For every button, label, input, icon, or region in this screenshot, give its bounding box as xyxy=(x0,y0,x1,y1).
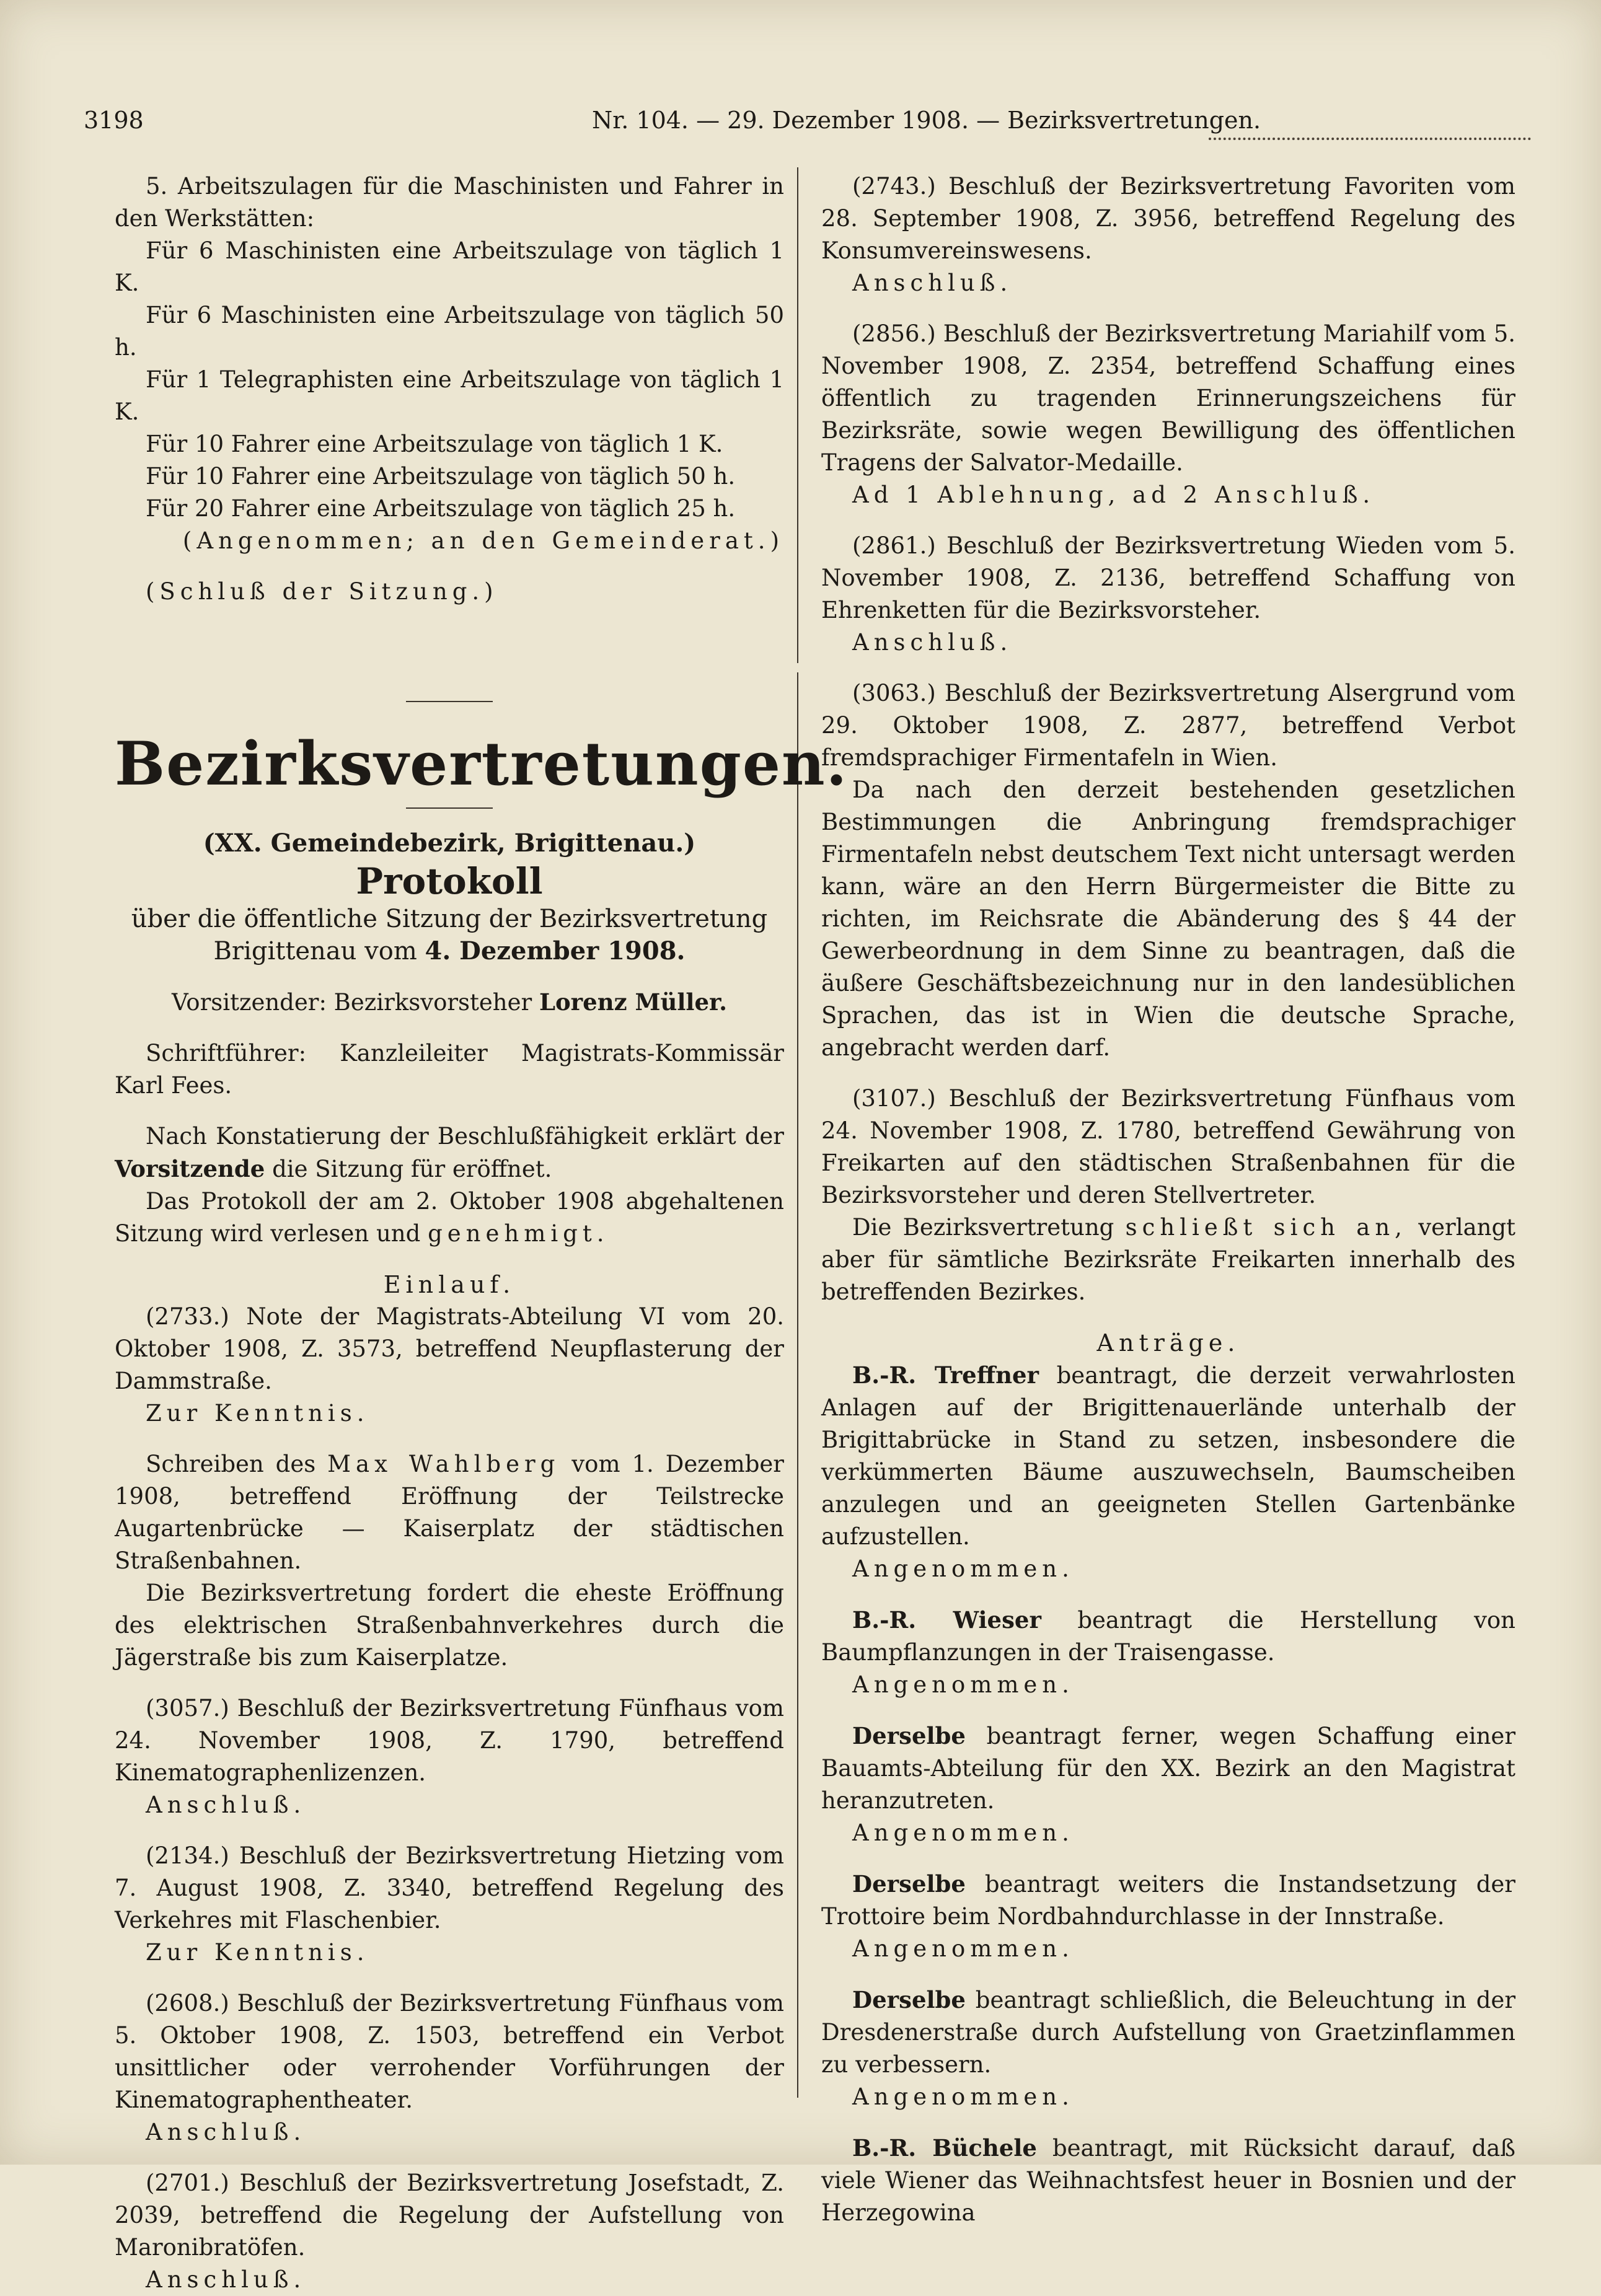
chairman-label: Vorsitzender: Bezirksvorsteher xyxy=(171,989,532,1016)
zulage-line: Für 6 Maschinisten eine Arbeitszulage von täglich 1 K. xyxy=(115,237,784,296)
letter-text-end: vom 1. Dezember 1908, betreffend Eröffnung der Teilstrecke Augartenbrücke — Kaiserplatz der städtischen Straßenbahnen. xyxy=(115,1451,784,1574)
minutes-approval xyxy=(115,1185,784,1250)
protokoll-date: 4. Dezember 1908. xyxy=(425,936,686,965)
motion-6-mover: B.-R. Büchele xyxy=(852,2134,1037,2162)
motion-1-result: Angenommen. xyxy=(852,1555,1074,1582)
motion-2 xyxy=(821,1604,1515,1669)
entry-2861-result: Anschluß. xyxy=(852,629,1013,656)
zulage-line: Für 6 Maschinisten eine Arbeitszulage von täglich 50 h. xyxy=(115,302,784,361)
motion-5-text: beantragt schließlich, die Beleuchtung in der Dresdenerstraße durch Aufstellung von Graetzinflammen zu verbessern. xyxy=(821,1987,1516,2078)
protokoll-place: Brigittenau vom xyxy=(213,937,417,965)
motion-2-mover: B.-R. Wieser xyxy=(852,1606,1041,1634)
chairman-ref: Vorsitzende xyxy=(115,1155,265,1182)
motion-3-mover: Derselbe xyxy=(852,1722,966,1749)
motion-3-text: beantragt ferner, wegen Schaffung einer Bauamts-Abteilung für den XX. Bezirk an den Magistrat heranzutreten. xyxy=(821,1723,1516,1814)
column-divider-top xyxy=(797,167,798,663)
entry-2861: (2861.) Beschluß der Bezirksvertretung Wieden vom 5. November 1908, Z. 2136, betreffend Schaffung von Ehrenketten für die Bezirksvorsteher. xyxy=(821,532,1515,623)
entry-3063-body: Da nach den derzeit bestehenden gesetzlichen Bestimmungen die Anbringung fremdsprachiger Firmentafeln nebst deutschem Text nicht untersagt werden kann, wäre an den Herrn Bürgermeister die Bitte zu richten, im Reichsrate die Abänderung des § 44 der Gewerbeordnung in dem Sinne zu beantragen, daß die äußere Geschäftsbezeichnung nur in den landesüblichen Sprachen, das ist in Wien die deutsche Sprache, angebracht werden darf. xyxy=(821,776,1515,1061)
motion-5-mover: Derselbe xyxy=(852,1986,966,2013)
left-column xyxy=(115,170,849,2296)
minutes-text: Das Protokoll der am 2. Oktober 1908 abgehaltenen Sitzung wird verlesen und xyxy=(115,1188,784,1247)
secretary-line: Schriftführer: Kanzleileiter Magistrats-Kommissär Karl Fees. xyxy=(115,1040,784,1099)
motion-3 xyxy=(821,1720,1515,1817)
entry-3107-body-end: verlangt aber für sämtliche Bezirksräte Freikarten innerhalb des betreffenden Bezirkes. xyxy=(821,1214,1516,1305)
entry-2701: (2701.) Beschluß der Bezirksvertretung Josefstadt, Z. 2039, betreffend die Regelung der Aufstellung von Maronibratöfen. xyxy=(115,2170,784,2261)
motion-6-text: beantragt, mit Rücksicht darauf, daß viele Wiener das Weihnachtsfest heuer in Bosnien und der Herzegowina xyxy=(821,2135,1515,2226)
title-underline xyxy=(406,807,493,809)
page-header xyxy=(84,99,1528,143)
section-separator xyxy=(406,701,493,702)
zulage-line: Für 20 Fahrer eine Arbeitszulage von täglich 25 h. xyxy=(146,495,736,522)
einlauf-heading: Einlauf. xyxy=(383,1271,516,1298)
motion-2-text: beantragt die Herstellung von Baumpflanzungen in der Traisengasse. xyxy=(821,1607,1515,1666)
opening-text: Nach Konstatierung der Beschlußfähigkeit erklärt der xyxy=(146,1123,784,1150)
session-closed: (Schluß der Sitzung.) xyxy=(146,578,498,605)
protokoll-line-2 xyxy=(115,935,784,967)
district-subtitle: (XX. Gemeindebezirk, Brigittenau.) xyxy=(203,829,696,858)
entry-3057: (3057.) Beschluß der Bezirksvertretung Fünfhaus vom 24. November 1908, Z. 1790, betreffend Kinematographenlizenzen. xyxy=(115,1695,784,1786)
entry-2743-result: Anschluß. xyxy=(852,270,1013,296)
chairman-line xyxy=(115,986,784,1019)
motion-4 xyxy=(821,1868,1515,1933)
entry-3107-body xyxy=(821,1212,1515,1308)
protokoll-line-1: über die öffentliche Sitzung der Bezirksvertretung xyxy=(131,905,768,933)
entry-2134: (2134.) Beschluß der Bezirksvertretung Hietzing vom 7. August 1908, Z. 3340, betreffend Regelung des Verkehres mit Flaschenbier. xyxy=(115,1842,784,1933)
motion-2-result: Angenommen. xyxy=(852,1671,1074,1698)
entry-2856-result: Ad 1 Ablehnung, ad 2 Anschluß. xyxy=(852,482,1375,508)
section-title: Bezirksvertretungen. xyxy=(115,729,849,799)
chairman-name: Lorenz Müller. xyxy=(539,988,727,1016)
entry-3107-body-emph: schließt sich an, xyxy=(1125,1214,1407,1241)
opening-text-end: die Sitzung für eröffnet. xyxy=(272,1156,552,1182)
opening-paragraph xyxy=(115,1120,784,1185)
minutes-result: genehmigt. xyxy=(428,1220,609,1247)
motion-4-text: beantragt weiters die Instandsetzung der Trottoire beim Nordbahndurchlasse in der Innstraße. xyxy=(821,1871,1515,1930)
zulage-line: Für 10 Fahrer eine Arbeitszulage von täglich 50 h. xyxy=(146,463,736,490)
letter-author: Max Wahlberg xyxy=(327,1451,560,1477)
entry-3057-result: Anschluß. xyxy=(146,1792,306,1818)
entry-3107-body-text: Die Bezirksvertretung xyxy=(852,1214,1114,1241)
motion-5 xyxy=(821,1984,1515,2081)
entry-2743: (2743.) Beschluß der Bezirksvertretung Favoriten vom 28. September 1908, Z. 3956, betreffend Regelung des Konsumvereinswesens. xyxy=(821,173,1515,264)
entry-2608: (2608.) Beschluß der Bezirksvertretung Fünfhaus vom 5. Oktober 1908, Z. 1503, betreffend ein Verbot unsittlicher oder verrohender Vorführungen der Kinematographentheater. xyxy=(115,1990,784,2113)
protokoll-title: Protokoll xyxy=(356,860,543,902)
motion-6 xyxy=(821,2132,1515,2229)
item-5-heading: 5. Arbeitszulagen für die Maschinisten und Fahrer in den Werkstätten: xyxy=(115,173,784,232)
entry-2733-result: Zur Kenntnis. xyxy=(146,1400,369,1427)
entry-2701-result: Anschluß. xyxy=(146,2266,306,2293)
header-ornament-rule xyxy=(1209,138,1531,140)
right-column xyxy=(821,170,1515,2229)
entry-2134-result: Zur Kenntnis. xyxy=(146,1939,369,1966)
entry-2733: (2733.) Note der Magistrats-Abteilung VI vom 20. Oktober 1908, Z. 3573, betreffend Neupflasterung der Dammstraße. xyxy=(115,1303,784,1394)
page-number: 3198 xyxy=(84,107,144,134)
column-divider-bottom xyxy=(797,672,798,2098)
entry-3063: (3063.) Beschluß der Bezirksvertretung Alsergrund vom 29. Oktober 1908, Z. 2877, betreffend Verbot fremdsprachiger Firmentafeln in Wien. xyxy=(821,680,1515,771)
motion-1 xyxy=(821,1359,1515,1553)
motion-4-result: Angenommen. xyxy=(852,1935,1074,1962)
motion-3-result: Angenommen. xyxy=(852,1819,1074,1846)
running-title: Nr. 104. — 29. Dezember 1908. — Bezirksvertretungen. xyxy=(592,107,1261,134)
antraege-heading: Anträge. xyxy=(1096,1329,1240,1357)
letter-entry xyxy=(115,1448,784,1577)
letter-demand: Die Bezirksvertretung fordert die eheste Eröffnung des elektrischen Straßenbahnverkehres durch die Jägerstraße bis zum Kaiserplatze. xyxy=(115,1580,784,1671)
motion-4-mover: Derselbe xyxy=(852,1870,966,1898)
zulage-line: Für 1 Telegraphisten eine Arbeitszulage von täglich 1 K. xyxy=(115,366,784,425)
entry-2856: (2856.) Beschluß der Bezirksvertretung Mariahilf vom 5. November 1908, Z. 2354, betreffend Schaffung eines öffentlich zu tragenden Erinnerungszeichens für Bezirksräte, sowie wegen Bewilligung des öffentlichen Tragens der Salvator-Medaille. xyxy=(821,320,1515,476)
zulage-line: Für 10 Fahrer eine Arbeitszulage von täglich 1 K. xyxy=(146,431,723,457)
entry-3107: (3107.) Beschluß der Bezirksvertretung Fünfhaus vom 24. November 1908, Z. 1780, betreffend Gewährung von Freikarten auf den städtischen Straßenbahnen für die Bezirksvorsteher und deren Stellvertreter. xyxy=(821,1085,1515,1208)
resolution-angenommen-gemeinderat: (Angenommen; an den Gemeinderat.) xyxy=(182,527,784,554)
motion-5-result: Angenommen. xyxy=(852,2083,1074,2110)
motion-1-text: beantragt, die derzeit verwahrlosten Anlagen auf der Brigittenauerlände unterhalb der Brigittabrücke in Stand zu setzen, insbesondere die verkümmerten Bäume auszuwechseln, Baumscheiben anzulegen und an geeigneten Stellen Gartenbänke aufzustellen. xyxy=(821,1362,1515,1550)
letter-text: Schreiben des xyxy=(146,1451,316,1477)
motion-1-mover: B.-R. Treffner xyxy=(852,1361,1039,1389)
entry-2608-result: Anschluß. xyxy=(146,2119,306,2145)
